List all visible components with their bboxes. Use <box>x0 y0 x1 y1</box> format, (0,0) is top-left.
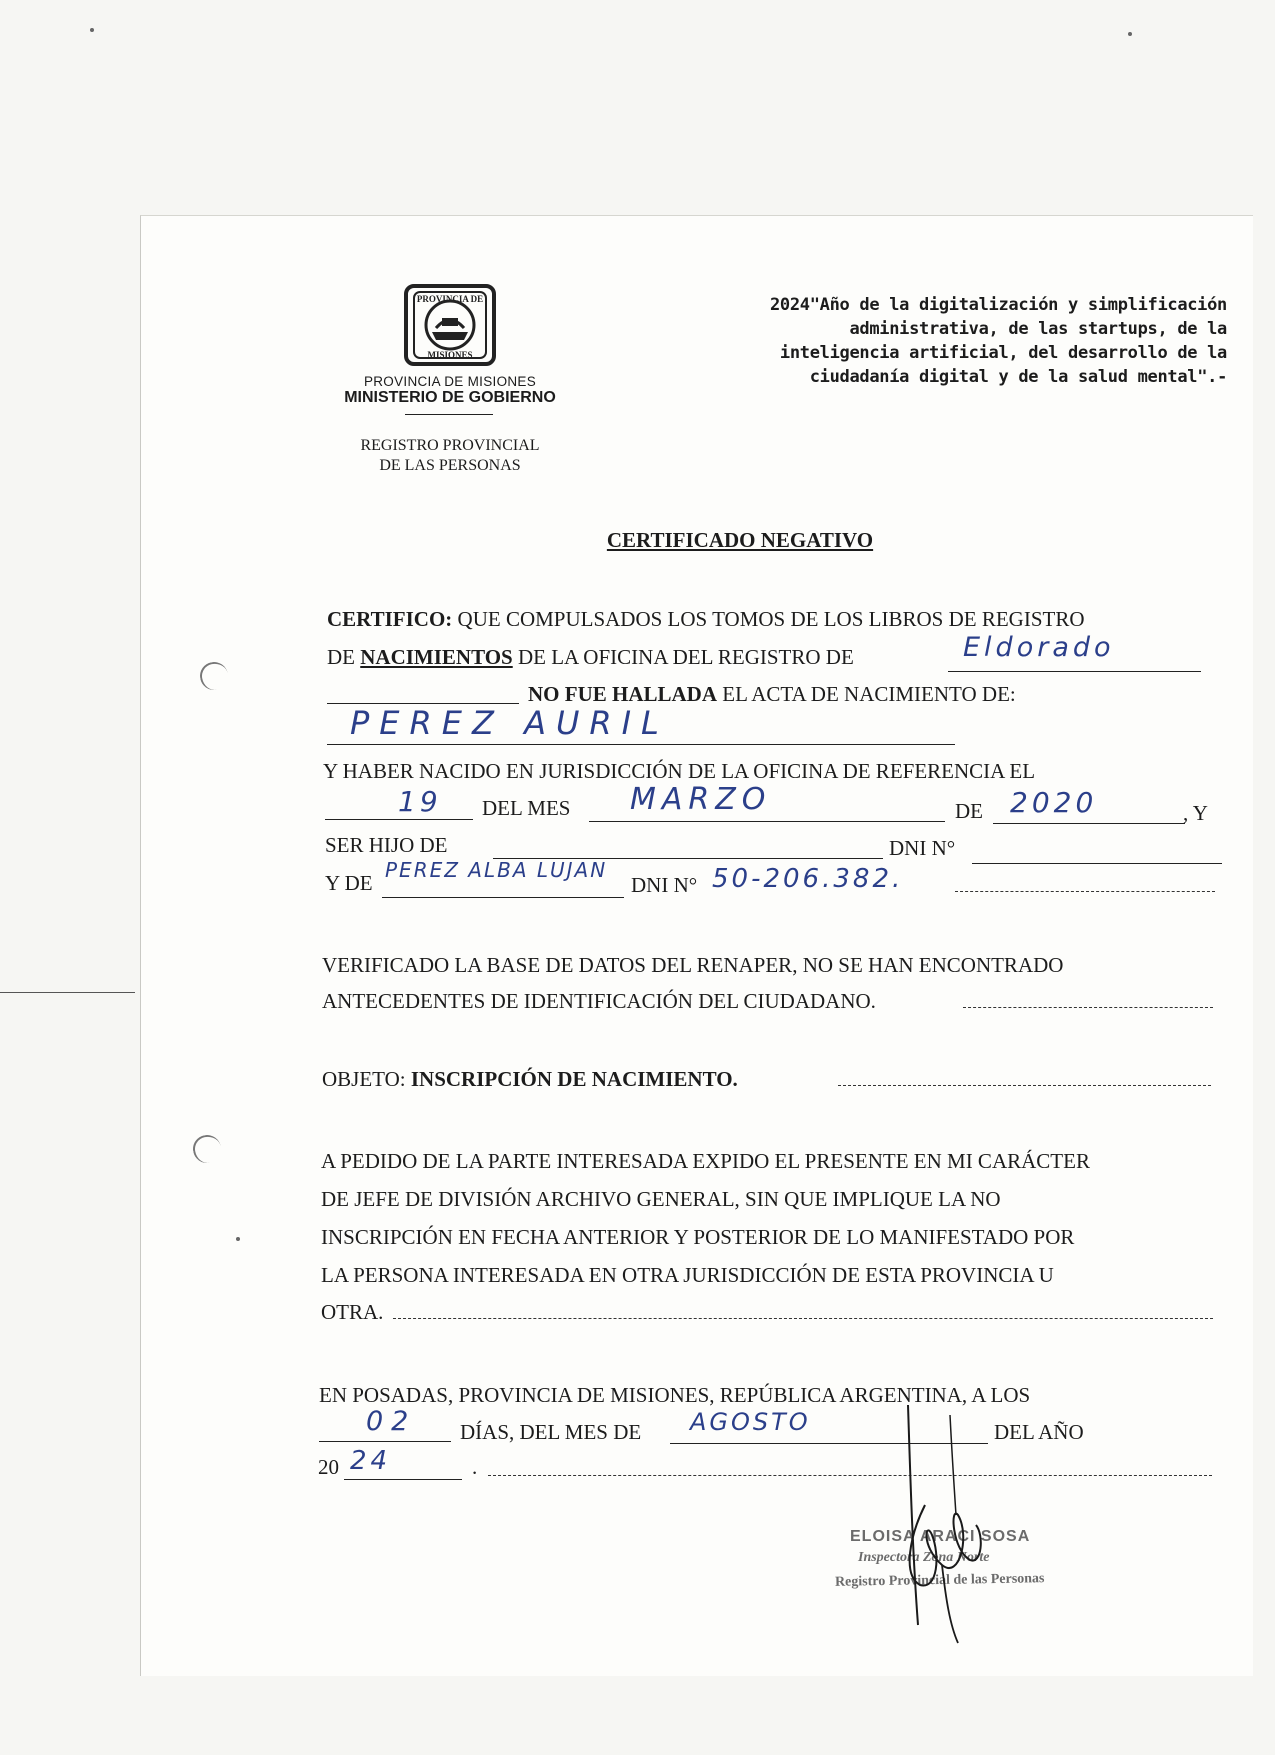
issue-year-handwritten-value: 24 <box>350 1446 392 1476</box>
certifico-text: QUE COMPULSADOS LOS TOMOS DE LOS LIBROS DE REGISTRO <box>452 607 1085 631</box>
name-handwritten-value: PEREZ AURIL <box>350 704 669 742</box>
dash-filler <box>393 1318 1213 1319</box>
day-blank-line <box>325 818 473 820</box>
de-text: DE <box>327 645 361 669</box>
svg-text:PROVINCIA DE: PROVINCIA DE <box>416 294 484 304</box>
certificate-page <box>140 215 1253 1676</box>
scan-edge-line <box>0 992 135 993</box>
dash-filler <box>963 1007 1213 1008</box>
handwritten-signature <box>880 1385 1030 1645</box>
del-mes-label: DEL MES <box>482 796 571 820</box>
certifico-label: CERTIFICO: <box>327 607 453 631</box>
mother-dni-handwritten-value: 50-206.382. <box>712 864 904 894</box>
year-handwritten-value: 2020 <box>1010 786 1098 819</box>
svg-text:MISIONES: MISIONES <box>427 350 473 360</box>
pedido-line: DE JEFE DE DIVISIÓN ARCHIVO GENERAL, SIN QUE IMPLIQUE LA NO <box>321 1187 1001 1211</box>
motto-line: 2024"Año de la digitalización y simplificación <box>769 295 1227 315</box>
issue-day-blank-line <box>319 1440 451 1442</box>
document-title: CERTIFICADO NEGATIVO <box>606 528 874 552</box>
year-prefix: 20 <box>318 1455 339 1479</box>
motto-line: inteligencia artificial, del desarrollo de la <box>779 343 1227 363</box>
registry-line-1: REGISTRO PROVINCIAL <box>360 437 540 454</box>
office-handwritten-value: Eldorado <box>963 632 1115 663</box>
issue-month-handwritten-value: AGOSTO <box>690 1408 811 1436</box>
month-handwritten-value: MARZO <box>630 782 772 817</box>
registry-line-2: DE LAS PERSONAS <box>379 457 521 474</box>
acta-text: EL ACTA DE NACIMIENTO DE: <box>717 682 1016 706</box>
registry-label <box>300 436 600 476</box>
header-divider <box>405 414 493 415</box>
objeto-value: INSCRIPCIÓN DE NACIMIENTO. <box>410 1067 738 1091</box>
ministry-label: MINISTERIO DE GOBIERNO <box>344 389 556 406</box>
scan-dot <box>236 1237 240 1241</box>
mother-handwritten-value: PEREZ ALBA LUJAN <box>385 858 608 882</box>
comma-y-text: , Y <box>1183 801 1208 825</box>
pedido-line: OTRA. <box>321 1300 384 1324</box>
posadas-line: EN POSADAS, PROVINCIA DE MISIONES, REPÚBLICA ARGENTINA, A LOS <box>319 1383 1031 1407</box>
de-label: DE <box>955 799 983 823</box>
mother-dni-label: DNI N° <box>631 873 698 897</box>
objeto-label: OBJETO: <box>322 1067 406 1091</box>
name-blank-line <box>327 743 955 745</box>
dash-filler <box>838 1085 1211 1086</box>
renaper-line-2: ANTECEDENTES DE IDENTIFICACIÓN DEL CIUDADANO. <box>322 989 876 1013</box>
stamp-role: Inspectora Zona Norte <box>858 1550 990 1565</box>
no-fue-hallada-label: NO FUE HALLADA <box>528 682 718 706</box>
stamp-name: ELOISA ARACI SOSA <box>850 1528 1031 1545</box>
period-text: . <box>472 1455 478 1479</box>
jurisdiccion-line: Y HABER NACIDO EN JURISDICCIÓN DE LA OFICINA DE REFERENCIA EL <box>323 759 1036 783</box>
dash-filler <box>955 891 1215 892</box>
pedido-line: A PEDIDO DE LA PARTE INTERESADA EXPIDO EL PRESENTE EN MI CARÁCTER <box>321 1149 1090 1173</box>
del-ano-label: DEL AÑO <box>994 1420 1084 1444</box>
stamp-office: Registro Provincial de las Personas <box>834 1571 1045 1590</box>
issue-day-handwritten-value: 02 <box>366 1406 417 1437</box>
motto-line: ciudadanía digital y de la salud mental".- <box>809 367 1227 387</box>
month-blank-line <box>589 820 945 822</box>
dash-filler <box>488 1475 1212 1476</box>
father-dni-blank-line <box>972 862 1222 864</box>
renaper-line-1: VERIFICADO LA BASE DE DATOS DEL RENAPER, NO SE HAN ENCONTRADO <box>322 953 1064 977</box>
day-handwritten-value: 19 <box>398 785 442 818</box>
y-de-label: Y DE <box>325 871 373 895</box>
province-label: PROVINCIA DE MISIONES <box>363 374 537 389</box>
year-blank-line <box>993 822 1185 824</box>
nacimientos-line <box>327 645 854 669</box>
father-dni-label: DNI N° <box>889 836 956 860</box>
registry-office-text: DE LA OFICINA DEL REGISTRO DE <box>512 645 854 669</box>
scan-dot <box>1128 32 1132 36</box>
motto-line: administrativa, de las startups, de la <box>849 319 1227 339</box>
certifico-line <box>327 607 1085 631</box>
objeto-line <box>322 1067 738 1091</box>
issue-year-blank-line <box>344 1478 462 1480</box>
dias-del-mes-label: DÍAS, DEL MES DE <box>460 1420 642 1444</box>
scan-dot <box>90 28 94 32</box>
year-motto <box>660 293 1227 389</box>
nacimientos-label: NACIMIENTOS <box>360 645 513 669</box>
ser-hijo-de-label: SER HIJO DE <box>325 833 448 857</box>
no-fue-hallada-line <box>528 682 1016 706</box>
pedido-line: INSCRIPCIÓN EN FECHA ANTERIOR Y POSTERIOR DE LO MANIFESTADO POR <box>321 1225 1075 1249</box>
provincial-seal-logo <box>402 282 498 368</box>
office-blank-line <box>948 670 1201 672</box>
pedido-line: LA PERSONA INTERESADA EN OTRA JURISDICCIÓN DE ESTA PROVINCIA U <box>321 1263 1054 1287</box>
mother-blank-line <box>382 896 624 898</box>
